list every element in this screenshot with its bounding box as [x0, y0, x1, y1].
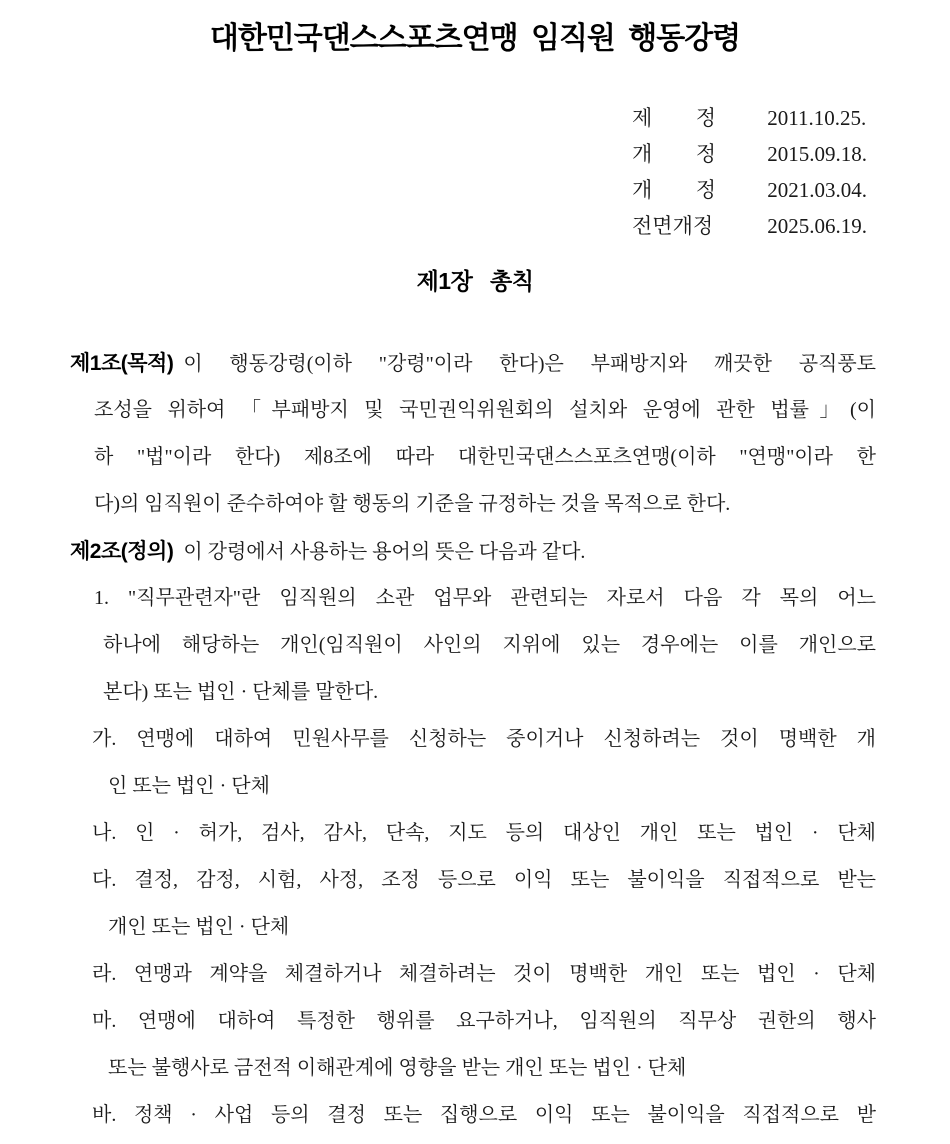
line-item-ma-2 — [70, 1045, 876, 1092]
revision-row — [632, 172, 872, 208]
article2-label: 제2조(정의) — [70, 540, 174, 563]
item-ra-text: 라. 연맹과 계약을 체결하거나 체결하려는 것이 명백한 개인 또는 법인 · 단체 — [92, 963, 876, 985]
article1-label: 제1조(목적) — [70, 352, 174, 375]
document-body — [0, 340, 950, 1139]
revision-label: 개 정 — [632, 178, 716, 202]
revision-label: 개 정 — [632, 142, 716, 166]
item-ga-text: 가. 연맹에 대하여 민원사무를 신청하는 중이거나 신청하려는 것이 명백한 개 — [92, 728, 876, 750]
revision-row — [632, 136, 872, 172]
revision-row — [632, 208, 872, 244]
line-item-ga-1 — [70, 716, 876, 763]
article1-text: 조성을 위하여 「부패방지 및 국민권익위원회의 설치와 운영에 관한 법률」(이 — [94, 399, 876, 421]
line-item-ma-1 — [70, 998, 876, 1045]
item-ma-text: 또는 불행사로 금전적 이해관계에 영향을 받는 개인 또는 법인 · 단체 — [108, 1057, 687, 1079]
line-item1-2 — [70, 622, 876, 669]
item1-text: 하나에 해당하는 개인(임직원이 사인의 지위에 있는 경우에는 이를 개인으로 — [103, 634, 876, 656]
revision-date: 2015.09.18. — [767, 142, 867, 166]
item1-text: 1. "직무관련자"란 임직원의 소관 업무와 관련되는 자로서 다음 각 목의 어느 — [94, 587, 876, 609]
item-da-text: 개인 또는 법인 · 단체 — [108, 916, 290, 938]
line-item1-1 — [70, 575, 876, 622]
item-ba-text: 바. 정책 · 사업 등의 결정 또는 집행으로 이익 또는 불이익을 직접적으로 받 — [92, 1104, 876, 1126]
line-article1-1 — [70, 340, 876, 387]
revision-label: 전면개정 — [632, 214, 714, 238]
line-item-da-1 — [70, 857, 876, 904]
revision-label: 제 정 — [632, 106, 716, 130]
line-item-ga-2 — [70, 763, 876, 810]
line-article1-2 — [70, 387, 876, 434]
revision-date: 2025.06.19. — [767, 214, 867, 238]
revision-row — [632, 100, 872, 136]
item-ma-text: 마. 연맹에 대하여 특정한 행위를 요구하거나, 임직원의 직무상 권한의 행사 — [92, 1010, 876, 1032]
article1-text: 하 "법"이라 한다) 제8조에 따라 대한민국댄스스포츠연맹(이하 "연맹"이라 한 — [94, 446, 876, 468]
item-ga-text: 인 또는 법인 · 단체 — [108, 775, 270, 797]
article2-text: 이 강령에서 사용하는 용어의 뜻은 다음과 같다. — [183, 541, 586, 563]
line-item-ba — [70, 1092, 876, 1139]
item-da-text: 다. 결정, 감정, 시험, 사정, 조정 등으로 이익 또는 불이익을 직접적으로 받는 — [92, 869, 876, 891]
revision-history — [632, 100, 872, 244]
revision-date: 2011.10.25. — [767, 106, 867, 130]
chapter-heading: 제1장 총칙 — [416, 268, 534, 294]
line-item-da-2 — [70, 904, 876, 951]
article1-text: 이 행동강령(이하 "강령"이라 한다)은 부패방지와 깨끗한 공직풍토 — [183, 353, 876, 375]
line-item1-3 — [70, 669, 876, 716]
revision-date: 2021.03.04. — [767, 178, 867, 202]
page-title: 대한민국댄스스포츠연맹 임직원 행동강령 — [209, 22, 741, 55]
line-item-ra — [70, 951, 876, 998]
line-article1-3 — [70, 434, 876, 481]
item-na-text: 나. 인 · 허가, 검사, 감사, 단속, 지도 등의 대상인 개인 또는 법인 · 단체 — [92, 822, 876, 844]
line-item-na — [70, 810, 876, 857]
item1-text: 본다) 또는 법인 · 단체를 말한다. — [103, 681, 379, 703]
line-article1-4 — [70, 481, 876, 528]
article1-text: 다)의 임직원이 준수하여야 할 행동의 기준을 규정하는 것을 목적으로 한다. — [94, 493, 731, 515]
line-article2-intro — [70, 528, 876, 575]
